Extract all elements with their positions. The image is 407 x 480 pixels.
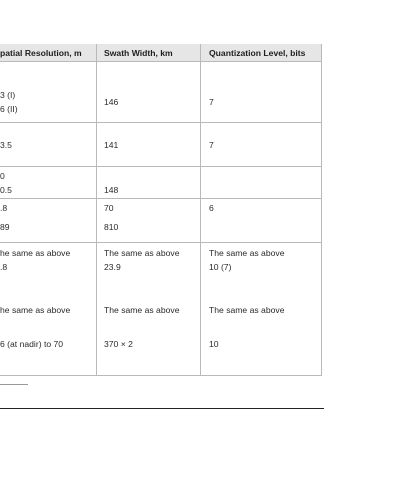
page-bottom-rule xyxy=(0,408,324,409)
cell-swath: 70 xyxy=(104,203,114,213)
cell-spatial: .8 xyxy=(0,203,8,213)
cell-swath: The same as above xyxy=(104,248,180,258)
column-divider xyxy=(96,44,97,376)
table-header-bottom-border xyxy=(0,61,322,62)
cell-quant: 7 xyxy=(209,140,214,150)
cell-quant: The same as above xyxy=(209,305,285,315)
cell-swath: 148 xyxy=(104,185,119,195)
header-swath-width: Swath Width, km xyxy=(104,48,173,58)
cell-spatial: .8 xyxy=(0,262,8,272)
cell-spatial: he same as above xyxy=(0,248,71,258)
cell-spatial: 6 (at nadir) to 70 xyxy=(0,339,64,349)
row-divider xyxy=(0,122,322,123)
row-divider xyxy=(0,242,322,243)
cell-swath: 810 xyxy=(104,222,119,232)
cell-quant: 6 xyxy=(209,203,214,213)
table-right-border xyxy=(321,44,322,376)
header-quantization-level: Quantization Level, bits xyxy=(209,48,306,58)
cell-spatial: 0.5 xyxy=(0,185,12,195)
cell-swath: The same as above xyxy=(104,305,180,315)
row-divider xyxy=(0,198,322,199)
cell-swath: 370 × 2 xyxy=(104,339,133,349)
cell-spatial: 89 xyxy=(0,222,10,232)
cell-swath: 146 xyxy=(104,97,119,107)
cell-quant: 7 xyxy=(209,97,214,107)
cell-spatial: 6 (II) xyxy=(0,104,18,114)
cell-quant: 10 (7) xyxy=(209,262,232,272)
cell-spatial: 3.5 xyxy=(0,140,12,150)
cell-quant: 10 xyxy=(209,339,219,349)
cell-quant: The same as above xyxy=(209,248,285,258)
cell-swath: 141 xyxy=(104,140,119,150)
table-bottom-border xyxy=(0,375,322,376)
header-spatial-resolution: patial Resolution, m xyxy=(0,48,82,58)
cell-spatial: 0 xyxy=(0,171,5,181)
column-divider xyxy=(200,44,201,376)
cell-spatial: 3 (I) xyxy=(0,90,16,100)
footnote-separator xyxy=(0,384,28,385)
row-divider xyxy=(0,166,322,167)
cell-swath: 23.9 xyxy=(104,262,121,272)
cell-spatial: he same as above xyxy=(0,305,71,315)
